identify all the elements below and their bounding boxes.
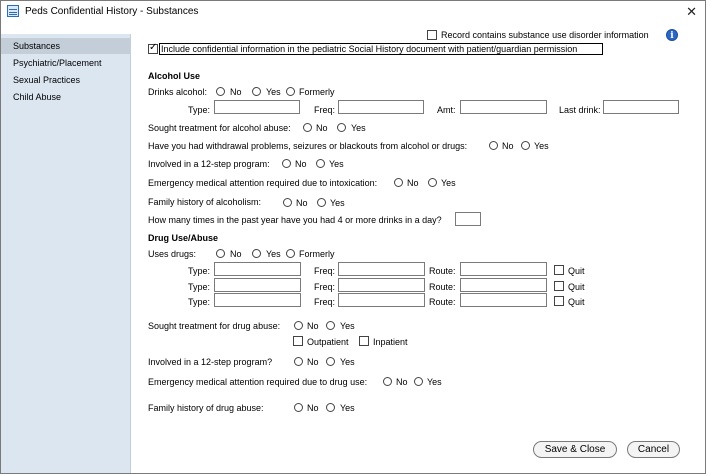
alcohol-sought-yes-radio[interactable] — [337, 123, 346, 132]
intoxication-emergency-no-radio[interactable] — [394, 178, 403, 187]
withdrawal-label: Have you had withdrawal problems, seizures or blackouts from alcohol or drugs: — [148, 141, 468, 151]
withdrawal-yes-radio[interactable] — [521, 141, 530, 150]
outpatient-label: Outpatient — [307, 337, 349, 347]
drug-type-input-1[interactable] — [214, 262, 301, 276]
drug-type-label: Type: — [188, 297, 211, 307]
no-label: No — [396, 377, 408, 387]
alcohol-type-input[interactable] — [214, 100, 300, 114]
quit-label: Quit — [568, 266, 585, 276]
drinks-alcohol-yes-radio[interactable] — [252, 87, 261, 96]
alcohol-sought-no-radio[interactable] — [303, 123, 312, 132]
alcohol-freq-label: Freq: — [314, 105, 336, 115]
drug-sought-yes-radio[interactable] — [326, 321, 335, 330]
yes-label: Yes — [534, 141, 549, 151]
alcohol-12step-label: Involved in a 12-step program: — [148, 159, 270, 169]
alcohol-amt-input[interactable] — [460, 100, 547, 114]
yes-label: Yes — [340, 357, 355, 367]
drug-freq-input-1[interactable] — [338, 262, 425, 276]
formerly-label: Formerly — [299, 87, 335, 97]
drinks-alcohol-formerly-radio[interactable] — [286, 87, 295, 96]
drug-12step-no-radio[interactable] — [294, 357, 303, 366]
family-drug-abuse-yes-radio[interactable] — [326, 403, 335, 412]
yes-label: Yes — [266, 87, 281, 97]
binge-drinking-input[interactable] — [455, 212, 481, 226]
withdrawal-no-radio[interactable] — [489, 141, 498, 150]
alcohol-type-label: Type: — [188, 105, 211, 115]
drug-freq-label: Freq: — [314, 266, 336, 276]
yes-label: Yes — [340, 321, 355, 331]
quit-label: Quit — [568, 297, 585, 307]
uses-drugs-yes-radio[interactable] — [252, 249, 261, 258]
yes-label: Yes — [340, 403, 355, 413]
close-icon[interactable]: ✕ — [686, 4, 697, 19]
family-alcoholism-yes-radio[interactable] — [317, 198, 326, 207]
binge-drinking-label: How many times in the past year have you had 4 or more drinks in a day? — [148, 215, 442, 225]
sidebar-item-psychiatric-placement[interactable]: Psychiatric/Placement — [13, 58, 102, 68]
no-label: No — [307, 403, 319, 413]
drug-quit-checkbox-2[interactable] — [554, 281, 564, 291]
include-confidential-label: Include confidential information in the pediatric Social History document with patient/guardian permission — [161, 44, 578, 54]
drug-use-header: Drug Use/Abuse — [148, 233, 219, 243]
alcohol-12step-yes-radio[interactable] — [316, 159, 325, 168]
drug-route-input-2[interactable] — [460, 278, 547, 292]
uses-drugs-formerly-radio[interactable] — [286, 249, 295, 258]
drug-quit-checkbox-1[interactable] — [554, 265, 564, 275]
drug-freq-input-2[interactable] — [338, 278, 425, 292]
inpatient-label: Inpatient — [373, 337, 408, 347]
family-drug-abuse-no-radio[interactable] — [294, 403, 303, 412]
drinks-alcohol-label: Drinks alcohol: — [148, 87, 208, 97]
save-close-button[interactable]: Save & Close — [533, 441, 617, 458]
no-label: No — [307, 357, 319, 367]
yes-label: Yes — [351, 123, 366, 133]
sidebar-item-sexual-practices[interactable]: Sexual Practices — [13, 75, 81, 85]
window-title: Peds Confidential History - Substances — [25, 6, 199, 17]
drug-type-label: Type: — [188, 282, 211, 292]
drug-sought-label: Sought treatment for drug abuse: — [148, 321, 281, 331]
no-label: No — [295, 159, 307, 169]
yes-label: Yes — [329, 159, 344, 169]
drug-route-input-3[interactable] — [460, 293, 547, 307]
include-confidential-checkbox[interactable] — [148, 44, 158, 54]
intoxication-emergency-yes-radio[interactable] — [428, 178, 437, 187]
alcohol-12step-no-radio[interactable] — [282, 159, 291, 168]
drug-route-label: Route: — [429, 297, 456, 307]
title-bar — [1, 1, 705, 23]
no-label: No — [230, 87, 242, 97]
drug-emergency-yes-radio[interactable] — [414, 377, 423, 386]
form-icon — [7, 5, 19, 17]
uses-drugs-label: Uses drugs: — [148, 249, 197, 259]
inpatient-checkbox[interactable] — [359, 336, 369, 346]
alcohol-amt-label: Amt: — [437, 105, 456, 115]
alcohol-sought-label: Sought treatment for alcohol abuse: — [148, 123, 291, 133]
no-label: No — [316, 123, 328, 133]
drug-freq-input-3[interactable] — [338, 293, 425, 307]
drug-emergency-no-radio[interactable] — [383, 377, 392, 386]
family-drug-abuse-label: Family history of drug abuse: — [148, 403, 264, 413]
no-label: No — [230, 249, 242, 259]
alcohol-freq-input[interactable] — [338, 100, 424, 114]
sidebar-item-substances[interactable]: Substances — [1, 38, 130, 54]
drug-emergency-label: Emergency medical attention required due to drug use: — [148, 377, 368, 387]
drinks-alcohol-no-radio[interactable] — [216, 87, 225, 96]
no-label: No — [296, 198, 308, 208]
quit-label: Quit — [568, 282, 585, 292]
yes-label: Yes — [427, 377, 442, 387]
last-drink-input[interactable] — [603, 100, 679, 114]
drug-quit-checkbox-3[interactable] — [554, 296, 564, 306]
sidebar-item-child-abuse[interactable]: Child Abuse — [13, 92, 62, 102]
drug-freq-label: Freq: — [314, 282, 336, 292]
yes-label: Yes — [330, 198, 345, 208]
drug-type-input-2[interactable] — [214, 278, 301, 292]
drug-type-input-3[interactable] — [214, 293, 301, 307]
substance-record-label: Record contains substance use disorder information — [441, 30, 649, 40]
drug-freq-label: Freq: — [314, 297, 336, 307]
intoxication-emergency-label: Emergency medical attention required due to intoxication: — [148, 178, 378, 188]
no-label: No — [407, 178, 419, 188]
drug-12step-yes-radio[interactable] — [326, 357, 335, 366]
info-icon[interactable]: i — [666, 29, 678, 41]
sidebar — [1, 34, 131, 473]
cancel-button[interactable]: Cancel — [627, 441, 680, 458]
yes-label: Yes — [266, 249, 281, 259]
no-label: No — [502, 141, 514, 151]
drug-sought-no-radio[interactable] — [294, 321, 303, 330]
family-alcoholism-label: Family history of alcoholism: — [148, 197, 262, 207]
drug-route-label: Route: — [429, 266, 456, 276]
yes-label: Yes — [441, 178, 456, 188]
drug-12step-label: Involved in a 12-step program? — [148, 357, 273, 367]
outpatient-checkbox[interactable] — [293, 336, 303, 346]
drug-type-label: Type: — [188, 266, 211, 276]
no-label: No — [307, 321, 319, 331]
uses-drugs-no-radio[interactable] — [216, 249, 225, 258]
alcohol-use-header: Alcohol Use — [148, 71, 201, 81]
formerly-label: Formerly — [299, 249, 335, 259]
last-drink-label: Last drink: — [559, 105, 601, 115]
drug-route-input-1[interactable] — [460, 262, 547, 276]
substance-record-checkbox[interactable] — [427, 30, 437, 40]
drug-route-label: Route: — [429, 282, 456, 292]
family-alcoholism-no-radio[interactable] — [283, 198, 292, 207]
